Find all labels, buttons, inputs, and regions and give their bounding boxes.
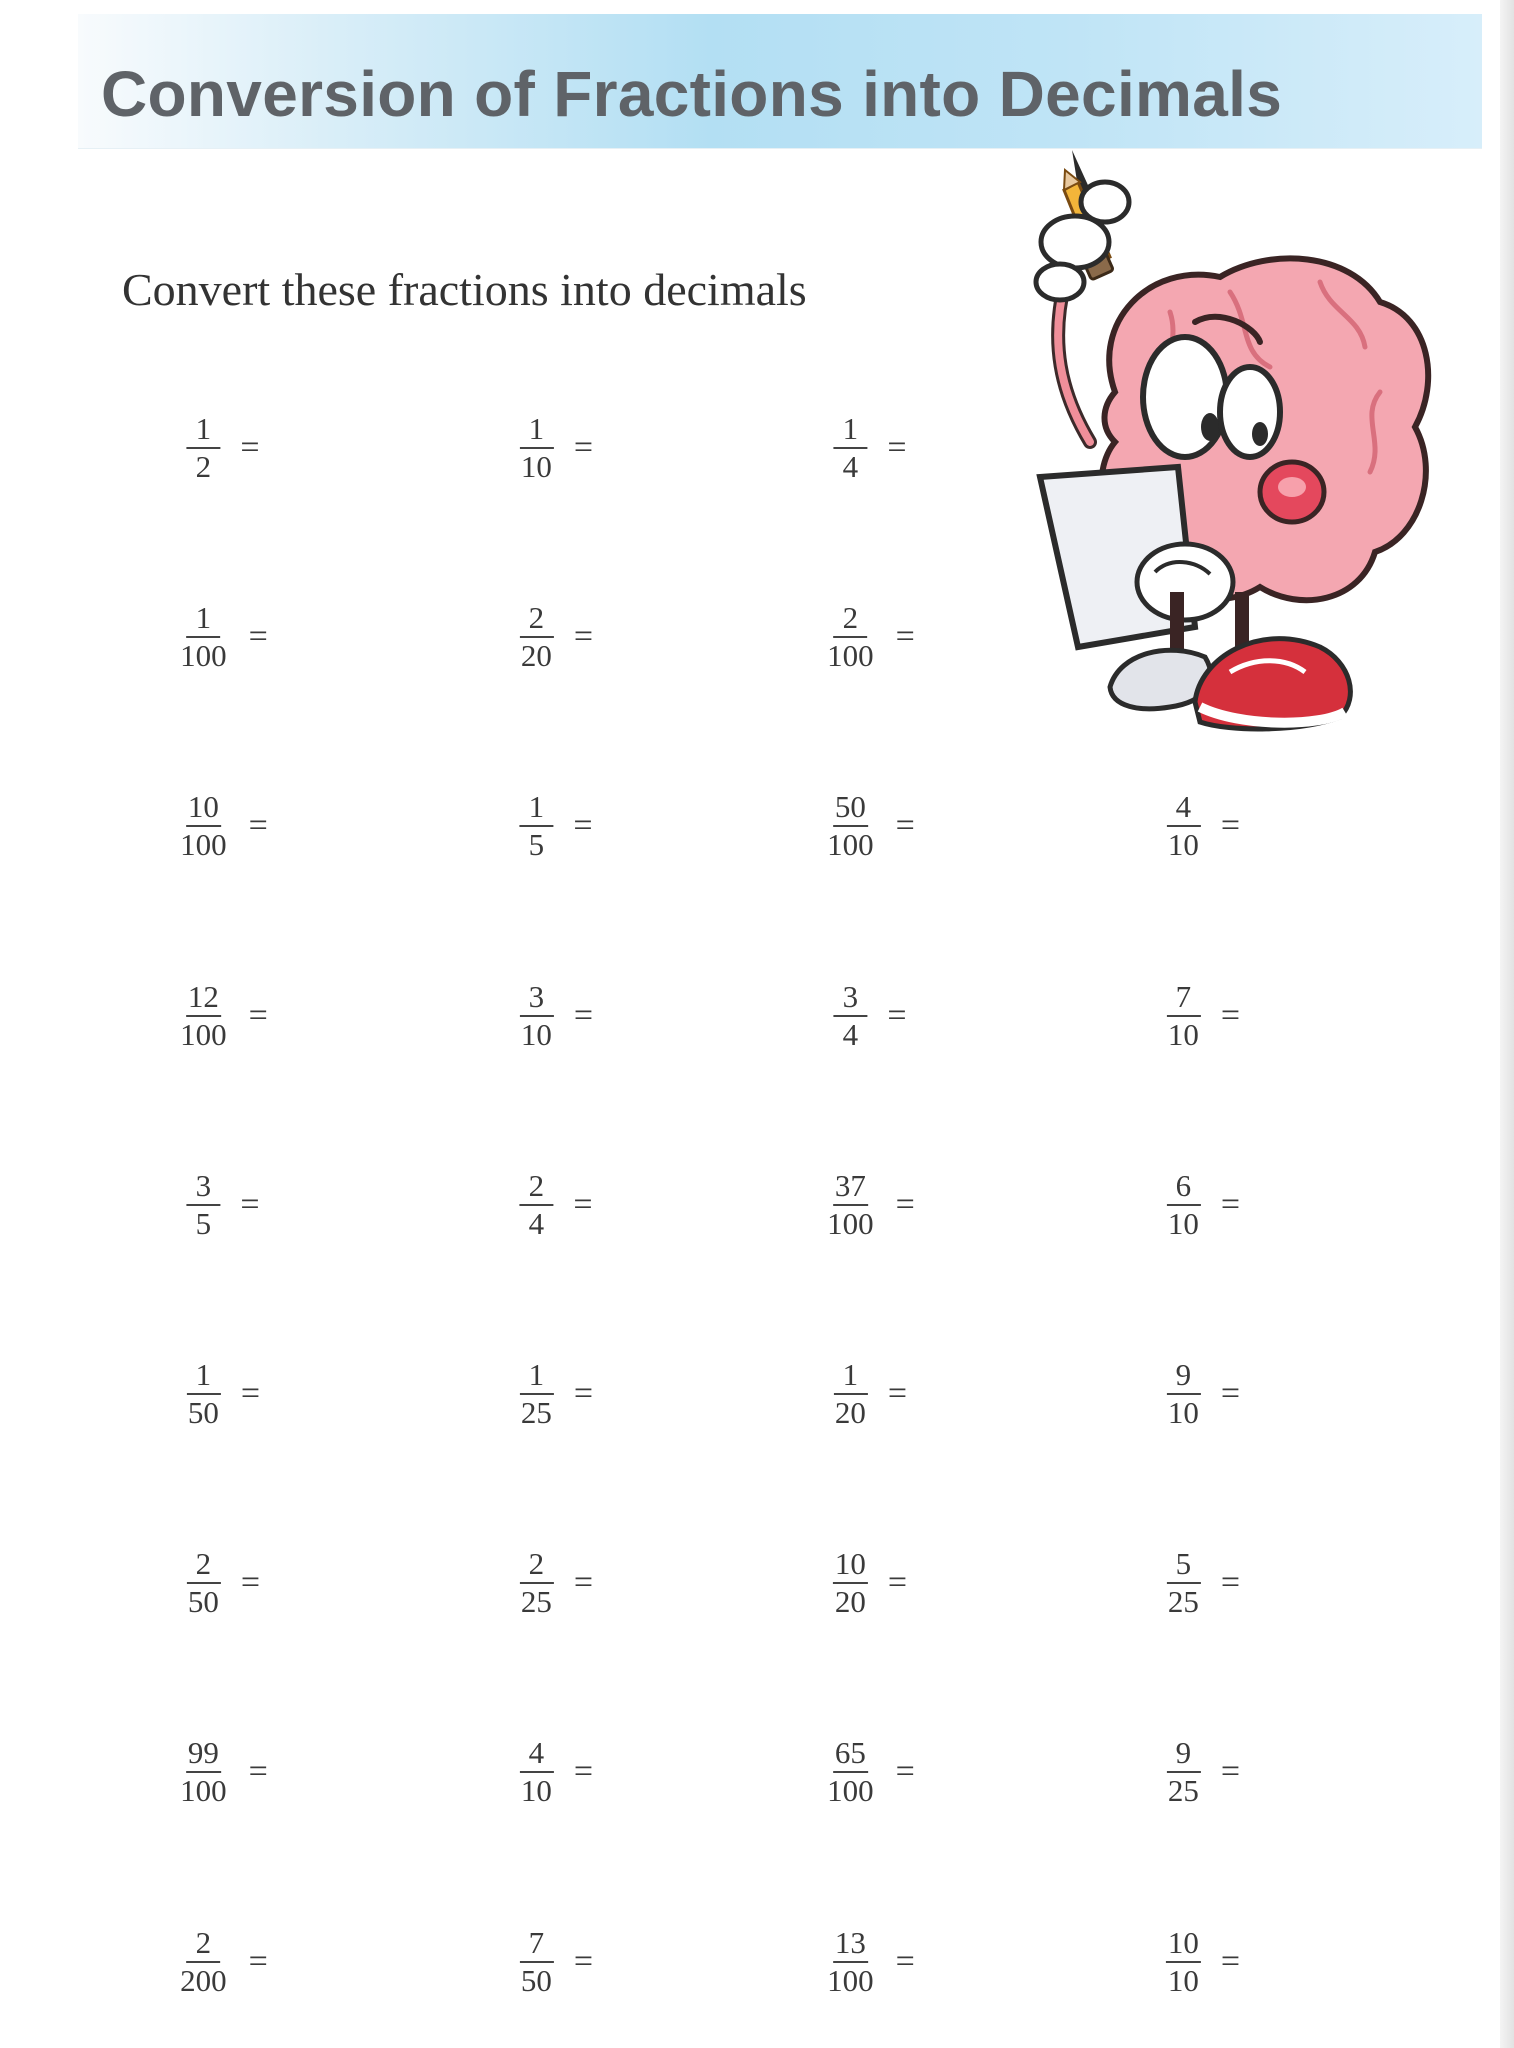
fraction-numerator: 1: [186, 1358, 220, 1395]
fraction: [1166, 980, 1201, 1052]
fraction-denominator: 10: [1167, 1205, 1199, 1241]
fraction-denominator: 50: [520, 1962, 552, 1998]
fraction-numerator: 10: [186, 790, 221, 827]
fraction-problem: [519, 980, 593, 1052]
fraction-numerator: 9: [1166, 1736, 1200, 1773]
fraction-problem: [1166, 1169, 1240, 1241]
fraction-numerator: 2: [519, 1169, 553, 1206]
fraction-numerator: 3: [519, 980, 553, 1017]
fraction-denominator: 25: [520, 1395, 552, 1430]
fraction-numerator: 10: [1166, 1926, 1201, 1963]
fraction-problem: [825, 601, 915, 673]
fraction-problem: [519, 1169, 592, 1241]
fraction-numerator: 99: [186, 1736, 221, 1773]
fraction: [178, 601, 229, 673]
equals-sign: =: [895, 1753, 915, 1791]
fraction-problem: [178, 1736, 268, 1808]
fraction-denominator: 100: [180, 1773, 227, 1809]
equals-sign: =: [248, 807, 268, 845]
equals-sign: =: [1220, 1564, 1241, 1602]
page-title: Conversion of Fractions into Decimals: [101, 58, 1283, 130]
fraction-denominator: 25: [1167, 1773, 1199, 1809]
equals-sign: =: [895, 1942, 915, 1980]
equals-sign: =: [887, 1564, 908, 1602]
fraction-problem: [1166, 1926, 1240, 1998]
fraction-problem: [186, 1169, 259, 1241]
fraction-numerator: 3: [186, 1169, 220, 1206]
fraction-numerator: 2: [519, 601, 553, 638]
equals-sign: =: [248, 1753, 268, 1791]
equals-sign: =: [573, 1564, 594, 1602]
equals-sign: =: [573, 1753, 594, 1791]
glove-icon: [1036, 182, 1129, 300]
fraction-numerator: 4: [519, 1736, 553, 1773]
fraction-denominator: 100: [180, 1016, 227, 1052]
fraction: [825, 1736, 876, 1808]
fraction-numerator: 50: [833, 790, 868, 827]
equals-sign: =: [1220, 1942, 1241, 1980]
fraction-problem: [186, 1547, 260, 1619]
fraction-numerator: 1: [519, 1358, 553, 1395]
fraction: [178, 1926, 229, 1998]
fraction: [1166, 1169, 1201, 1241]
equals-sign: =: [248, 1942, 268, 1980]
fraction-problem: [833, 1547, 907, 1619]
fraction-denominator: 10: [520, 1773, 552, 1809]
fraction-denominator: 200: [180, 1962, 227, 1998]
fraction: [186, 1358, 221, 1430]
fraction-problem: [825, 1926, 915, 1998]
fraction-denominator: 50: [187, 1584, 219, 1620]
fraction-denominator: 100: [827, 1962, 874, 1998]
fraction-numerator: 1: [186, 601, 220, 638]
fraction-problem: [1166, 1547, 1240, 1619]
fraction-problem: [833, 1358, 907, 1430]
fraction-problem: [1166, 1358, 1240, 1430]
fraction-numerator: 1: [519, 790, 553, 827]
equals-sign: =: [1220, 996, 1241, 1034]
fraction-problem: [825, 790, 915, 862]
fraction-numerator: 2: [186, 1547, 220, 1584]
fraction-numerator: 2: [186, 1926, 220, 1963]
fraction-denominator: 4: [528, 1205, 545, 1241]
equals-sign: =: [895, 807, 915, 845]
fraction-problem: [186, 412, 259, 484]
fraction: [519, 980, 554, 1052]
equals-sign: =: [1220, 1185, 1241, 1223]
fraction: [1166, 1736, 1201, 1808]
fraction-numerator: 3: [833, 980, 867, 1017]
fraction-numerator: 12: [186, 980, 221, 1017]
fraction-denominator: 4: [842, 1016, 859, 1052]
sneakers-icon: [1110, 639, 1350, 729]
fraction-problem: [178, 1926, 268, 1998]
fraction-problem: [825, 1736, 915, 1808]
fraction-numerator: 65: [833, 1736, 868, 1773]
fraction-problem: [519, 1736, 593, 1808]
fraction-problem: [519, 1358, 593, 1430]
fraction-numerator: 7: [519, 1926, 553, 1963]
equals-sign: =: [573, 429, 594, 466]
fraction-numerator: 7: [1166, 980, 1200, 1017]
equals-sign: =: [573, 1942, 594, 1980]
fraction: [833, 412, 867, 484]
fraction-numerator: 2: [519, 1547, 553, 1584]
fraction: [825, 1926, 876, 1998]
fraction: [1166, 790, 1201, 862]
fraction-problem: [1166, 980, 1240, 1052]
equals-sign: =: [573, 996, 594, 1034]
fraction-denominator: 10: [520, 1016, 552, 1052]
fraction-problem: [1166, 790, 1240, 862]
fraction-denominator: 100: [827, 638, 874, 674]
fraction: [825, 790, 876, 862]
fraction: [825, 601, 876, 673]
fraction: [1166, 1358, 1201, 1430]
fraction-problem: [519, 601, 593, 673]
fraction-problem: [833, 980, 906, 1052]
fraction-numerator: 1: [833, 412, 867, 449]
fraction: [825, 1169, 876, 1241]
fraction-problem: [519, 790, 592, 862]
fraction-problem: [519, 412, 593, 484]
fraction-denominator: 20: [834, 1584, 866, 1620]
fraction: [178, 1736, 229, 1808]
fraction-problem: [178, 980, 268, 1052]
fraction-problem: [178, 790, 268, 862]
fraction-numerator: 1: [519, 412, 553, 449]
equals-sign: =: [248, 618, 268, 656]
fraction: [833, 980, 867, 1052]
equals-sign: =: [240, 1375, 261, 1412]
fraction-numerator: 9: [1166, 1358, 1200, 1395]
fraction-denominator: 20: [520, 638, 552, 674]
fraction-denominator: 100: [827, 1773, 874, 1809]
fraction-problem: [1166, 1736, 1240, 1808]
fraction: [1166, 1547, 1201, 1619]
equals-sign: =: [240, 429, 260, 466]
instructions-text: Convert these fractions into decimals: [122, 264, 807, 315]
fraction-problem: [178, 601, 268, 673]
fraction: [833, 1358, 868, 1430]
equals-sign: =: [887, 996, 907, 1034]
fraction-denominator: 10: [1167, 1962, 1199, 1998]
equals-sign: =: [573, 618, 594, 656]
fraction-denominator: 2: [195, 449, 212, 484]
fraction-denominator: 25: [520, 1584, 552, 1620]
fraction-numerator: 37: [833, 1169, 868, 1206]
fraction: [519, 1169, 553, 1241]
fraction-denominator: 100: [827, 827, 874, 863]
fraction: [519, 1547, 554, 1619]
fraction-problem: [825, 1169, 915, 1241]
brain-mascot-icon: [1020, 142, 1440, 752]
equals-sign: =: [1220, 1375, 1241, 1412]
fraction-denominator: 100: [180, 638, 227, 674]
fraction-numerator: 4: [1166, 790, 1200, 827]
fraction: [519, 1358, 554, 1430]
fraction-numerator: 1: [833, 1358, 867, 1395]
fraction-denominator: 10: [1167, 1395, 1199, 1430]
equals-sign: =: [887, 429, 907, 466]
fraction: [178, 790, 229, 862]
fraction-denominator: 100: [827, 1205, 874, 1241]
fraction-numerator: 13: [833, 1926, 868, 1963]
fraction-denominator: 4: [842, 449, 859, 484]
fraction: [178, 980, 229, 1052]
fraction-numerator: 1: [186, 412, 220, 449]
fraction-denominator: 10: [520, 449, 552, 484]
equals-sign: =: [573, 1185, 593, 1223]
fraction-denominator: 20: [834, 1395, 866, 1430]
fraction-denominator: 5: [195, 1205, 212, 1241]
equals-sign: =: [573, 1375, 594, 1412]
fraction: [186, 1169, 220, 1241]
equals-sign: =: [573, 807, 593, 845]
equals-sign: =: [895, 618, 915, 656]
fraction-denominator: 25: [1167, 1584, 1199, 1620]
fraction: [1166, 1926, 1201, 1998]
fraction: [833, 1547, 868, 1619]
fraction-problem: [519, 1547, 593, 1619]
fraction: [519, 790, 553, 862]
equals-sign: =: [895, 1185, 915, 1223]
fraction-problem: [186, 1358, 260, 1430]
fraction-numerator: 5: [1166, 1547, 1200, 1584]
fraction-denominator: 5: [528, 827, 545, 863]
fraction: [519, 1736, 554, 1808]
fraction: [519, 412, 554, 484]
fraction-denominator: 50: [187, 1395, 219, 1430]
fraction: [186, 1547, 221, 1619]
fraction-numerator: 6: [1166, 1169, 1200, 1206]
fraction: [519, 1926, 554, 1998]
equals-sign: =: [887, 1375, 908, 1412]
equals-sign: =: [1220, 1753, 1241, 1791]
fraction-denominator: 10: [1167, 1016, 1199, 1052]
fraction: [186, 412, 220, 484]
fraction-numerator: 2: [833, 601, 867, 638]
fraction-denominator: 100: [180, 827, 227, 863]
fraction-problem: [519, 1926, 593, 1998]
fraction-numerator: 10: [833, 1547, 868, 1584]
equals-sign: =: [240, 1185, 260, 1223]
equals-sign: =: [240, 1564, 261, 1602]
equals-sign: =: [248, 996, 268, 1034]
fraction: [519, 601, 554, 673]
fraction-denominator: 10: [1167, 827, 1199, 863]
equals-sign: =: [1220, 807, 1241, 845]
fraction-problem: [833, 412, 906, 484]
